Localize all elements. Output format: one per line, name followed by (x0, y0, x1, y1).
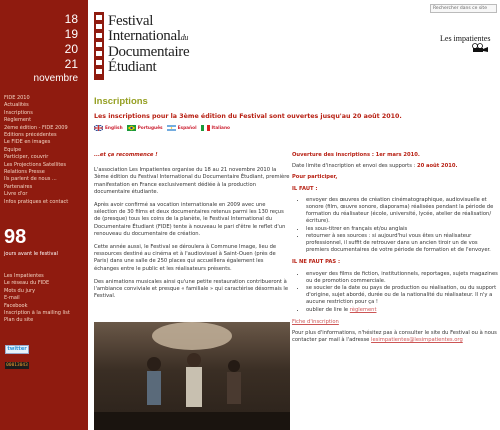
sidebar-item[interactable]: Les Impatientes (4, 273, 44, 279)
hit-counter: 00013043 (6, 363, 28, 368)
list-item: • les sous-titrer en français et/ou anglais (306, 226, 498, 233)
countdown-label: jours avant le festival (4, 251, 58, 257)
date-day: 20 (64, 42, 78, 56)
festival-photo (94, 322, 290, 430)
festival-logo[interactable] (108, 14, 189, 75)
sidebar-item[interactable]: Infos pratiques et contact (4, 198, 69, 205)
logo-word: International (108, 28, 181, 44)
list-item: • envoyer des œuvres de création cinématographique, audiovisuelle et sonore (film, œuvre sonore, diaporama) réalisées pendant la période de formation du réalisateur (école, université, lycée, atelier de réalisation/écriture). (306, 197, 498, 226)
sidebar-menu-secondary (4, 273, 86, 325)
sidebar-item[interactable]: Participer, couvrir (4, 154, 49, 161)
sidebar-item[interactable]: Éditions précédentes (4, 132, 57, 139)
countdown-value: 98 (4, 226, 27, 248)
language-switcher (94, 125, 230, 131)
logo-du: du (180, 33, 189, 42)
sidebar-item[interactable]: Actualités (4, 102, 29, 109)
sidebar-menu-main (4, 95, 86, 206)
sidebar-item[interactable]: Inscription à la mailing list (4, 310, 70, 317)
participate-heading: Pour participer, (292, 174, 338, 181)
lang-portuguese[interactable] (127, 125, 163, 131)
intro-heading: ...et ça recommence ! (94, 152, 158, 158)
headline: Les inscriptions pour la 3ème édition du Festival sont ouvertes jusqu'au 20 août 2010. (94, 113, 402, 120)
lang-label: English (105, 125, 123, 131)
twitter-badge[interactable]: twitter (5, 345, 29, 354)
sidebar-item[interactable]: FIDE 2010 (4, 95, 30, 101)
sidebar-item[interactable]: Le réseau du FIDE (4, 280, 50, 287)
deadline-date: 20 août 2010. (416, 163, 458, 170)
list-item: • envoyer des films de fiction, institutionnels, reportages, sujets magazines ou de promotion commerciale. (306, 271, 498, 285)
lang-label: Português (137, 125, 163, 131)
sidebar-item[interactable]: Inscriptions (4, 109, 33, 116)
must-heading: IL FAUT : (292, 185, 318, 192)
mustnot-list (292, 271, 498, 314)
opening-info (292, 152, 498, 159)
argentina-flag-icon (167, 125, 176, 131)
sidebar-item[interactable]: Les Projections Satellites (4, 161, 66, 168)
sidebar-item[interactable]: Relations Presse (4, 169, 45, 176)
sidebar-item[interactable]: Ils parlent de nous ... (4, 176, 57, 183)
opening-date: 1er mars 2010. (375, 152, 420, 158)
list-item: • se soucier de la date ou pays de production ou réalisation, ou du support d'origine, sujet abordé, durée ou de la nationalité du réalisateur. Il n'y a aucune restriction pour ça ! (306, 285, 498, 307)
sidebar-item[interactable]: E-mail (4, 295, 20, 302)
lang-english[interactable] (94, 125, 123, 131)
deadline-label: Date limite d'inscription et envoi des supports : (292, 163, 416, 170)
main-content (88, 90, 500, 430)
sidebar (0, 0, 88, 430)
sidebar-item[interactable]: Livre d'or (4, 191, 28, 198)
film-strip-icon (94, 12, 104, 80)
list-item: • retourner à ses sources : si aujourd'hui vous êtes un réalisateur professionnel, il suffit de retrouver dans un ancien tiroir un de vos premiers documentaires de votre période de formation et de l'envoyer. (306, 233, 498, 255)
deadline-info (292, 163, 498, 170)
date-month: novembre (33, 73, 78, 84)
sidebar-item[interactable]: Mots du jury (4, 287, 36, 294)
countdown (4, 226, 58, 257)
header (88, 0, 500, 90)
rules-link[interactable]: règlement (349, 306, 377, 313)
forget-text: oublier de lire le (306, 306, 350, 313)
sidebar-item[interactable]: Équipe (4, 146, 22, 153)
brand-logo[interactable]: Les impatientes (440, 34, 491, 43)
sidebar-item[interactable]: Règlement (4, 117, 32, 124)
paragraph: Après avoir confirmé sa vocation internationale en 2009 avec une sélection de 30 films et deux documentaires retenus parmi les 130 reçus de (presque) tous les coins de la planète, le Festival International du Documentaire Étudiant (FIDE) tente à nouveau le pari d'être le reflet d'un renouveau du documentaire de création. (94, 202, 286, 237)
logo-line: Festival (108, 13, 154, 29)
lang-label: Español (177, 125, 197, 131)
camera-icon (472, 43, 488, 52)
contact-email-link[interactable]: lesimpatientes@lesimpatientes.org (371, 337, 463, 344)
date-day: 21 (64, 57, 78, 71)
sidebar-item[interactable]: Plan du site (4, 317, 34, 324)
date-day: 18 (64, 12, 78, 26)
lang-label: Italiano (211, 125, 230, 131)
must-list (292, 197, 498, 255)
page-title: Inscriptions (94, 96, 148, 107)
italy-flag-icon (201, 125, 210, 131)
date-day: 19 (64, 27, 78, 41)
sidebar-item[interactable]: Partenaires (4, 183, 33, 190)
logo-line (108, 29, 189, 45)
list-item (306, 307, 498, 314)
intro-column (94, 152, 290, 306)
paragraph: Des animations musicales ainsi qu'une petite restauration contribueront à l'ambiance conviviale et presque « familiale » qui caractérise désormais le Festival. (94, 278, 289, 300)
sidebar-item[interactable]: 2ème édition - FIDE 2009 (4, 124, 68, 131)
paragraph: L'association Les Impatientes organise du 18 au 21 novembre 2010 la 3ème édition du Festival International du Documentaire Étudiant, première manifestation en France exclusivement dédiée à la production documentaire étudiante. (94, 167, 290, 195)
sidebar-item[interactable]: Le FIDE en images (4, 139, 51, 146)
uk-flag-icon (94, 125, 103, 131)
opening-label: Ouverture des inscriptions : (292, 152, 374, 158)
sidebar-item[interactable]: Facebook (4, 302, 28, 309)
contact-text: Pour plus d'informations, n'hésitez pas à consulter le site du Festival ou à nous contacter par mail à l'adresse (292, 330, 497, 344)
photo-image (94, 322, 290, 430)
registration-form-link[interactable]: Fiche d'inscription (292, 318, 339, 325)
mustnot-heading: IL NE FAUT PAS : (292, 259, 341, 266)
registration-column (292, 152, 498, 348)
paragraph: Cette année aussi, le Festival se déroulera à Commune Image, lieu de ressources destiné au cinéma et à l'audiovisuel à Saint-Ouen (près de Paris) dans une salle de 250 places qui accueillera également les échanges entre le public et les réalisateurs présents. (94, 244, 277, 272)
lang-italian[interactable] (201, 125, 230, 131)
festival-dates (34, 12, 78, 85)
logo-line: Étudiant (108, 59, 157, 75)
brazil-flag-icon (127, 125, 136, 131)
logo-line: Documentaire (108, 44, 190, 60)
search-input[interactable]: Rechercher dans ce site (430, 4, 497, 13)
lang-spanish[interactable] (167, 125, 197, 131)
contact-info (292, 330, 498, 344)
